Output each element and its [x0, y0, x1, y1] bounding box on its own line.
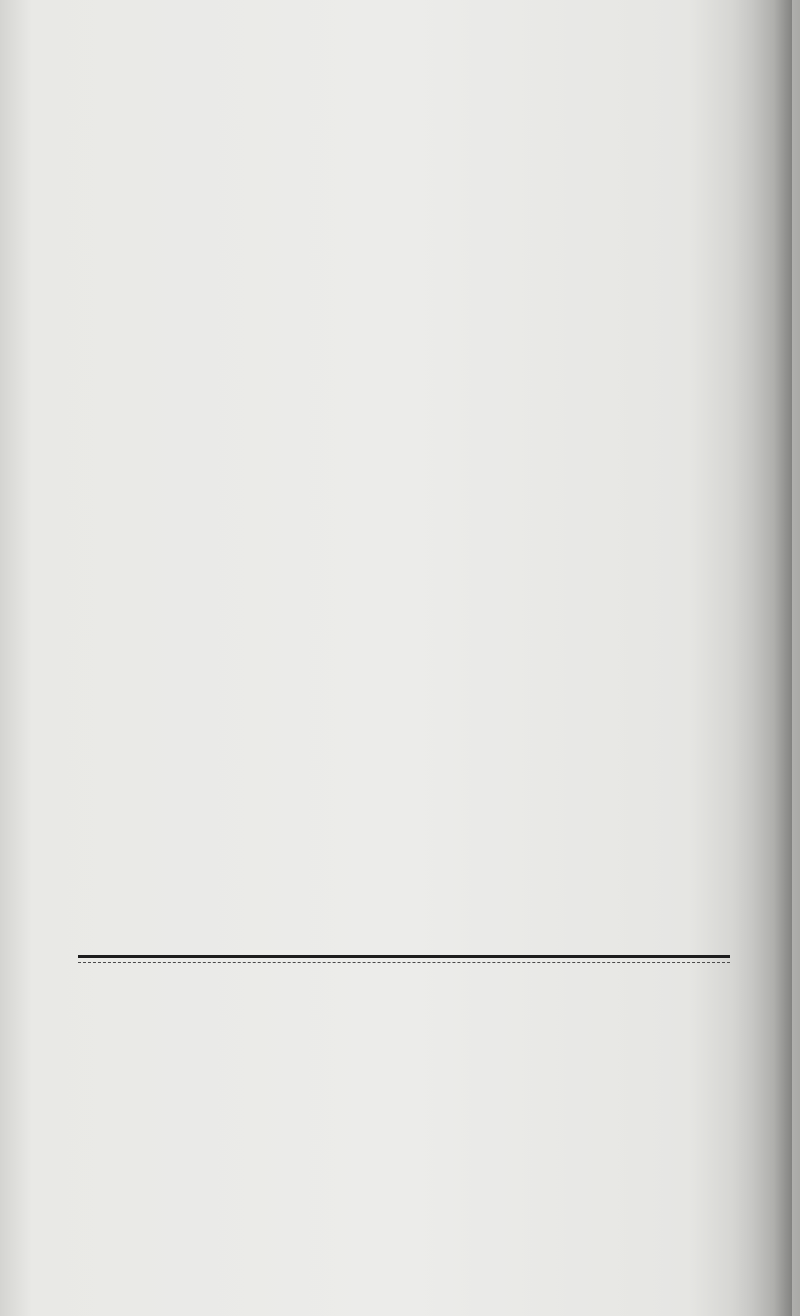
section-divider-rule-secondary: [78, 962, 730, 963]
paragraph-line: [78, 574, 730, 615]
paragraph-line: [78, 656, 730, 697]
page-edge-shadow: [732, 0, 792, 1316]
preparation-paragraph: [78, 410, 730, 943]
paragraph-line: [78, 492, 730, 533]
section-divider-rule: [78, 955, 730, 958]
recipe-line: [78, 1140, 100, 1182]
paragraph-line: [78, 861, 730, 902]
paragraph-line: [78, 615, 730, 656]
paragraph-line: [78, 451, 730, 492]
paragraph-line: [78, 820, 730, 861]
paragraph-line: [78, 779, 730, 820]
paragraph-line: [78, 697, 730, 738]
paragraph-line: [78, 533, 730, 574]
paragraph-first-line: [78, 410, 730, 451]
paragraph-line: [78, 738, 730, 779]
paragraph-last-line: [78, 902, 730, 943]
